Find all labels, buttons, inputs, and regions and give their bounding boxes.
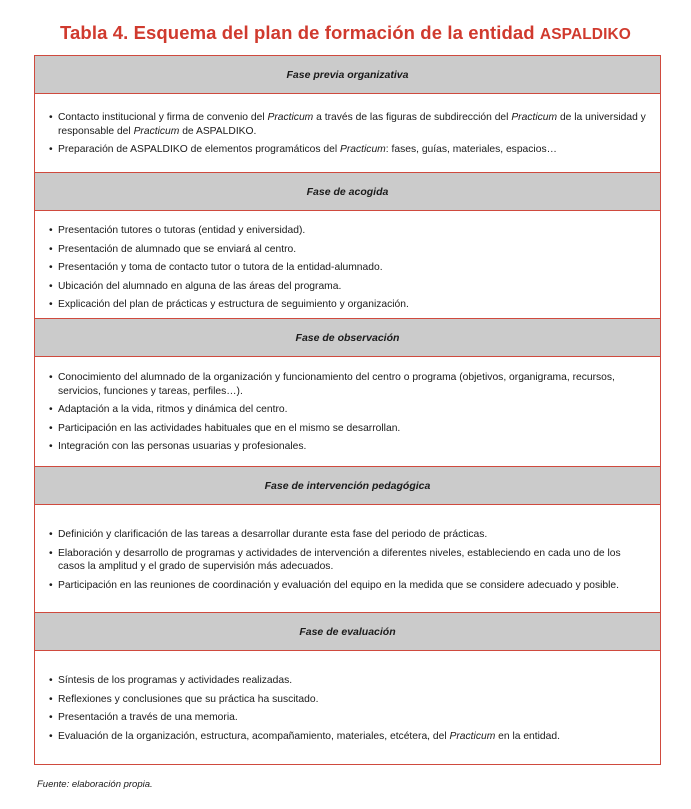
phase-section xyxy=(35,56,660,173)
table-title-prefix: Tabla 4. Esquema del plan de formación de la entidad xyxy=(60,22,540,43)
list-item: • Conocimiento del alumnado de la organización y funcionamiento del centro o programa (objetivos, organigrama, recursos, servicios, funciones y tareas, perfiles…). xyxy=(49,371,646,398)
phase-section xyxy=(35,173,660,319)
list-item: • Presentación de alumnado que se enviará al centro. xyxy=(49,243,646,257)
table-title-entity: ASPALDIKO xyxy=(539,26,631,43)
list-item: • Explicación del plan de prácticas y estructura de seguimiento y organización. xyxy=(49,298,646,312)
phase-body xyxy=(35,505,660,613)
list-item: • Integración con las personas usuarias y profesionales. xyxy=(49,440,646,454)
list-item: • Participación en las reuniones de coordinación y evaluación del equipo en la medida que se considere adecuado y posible. xyxy=(49,579,646,593)
list-item: • Evaluación de la organización, estructura, acompañamiento, materiales, etcétera, del Practicum en la entidad. xyxy=(49,730,646,744)
phase-header: Fase de acogida xyxy=(35,173,660,211)
table-title xyxy=(0,22,691,44)
source-note: Fuente: elaboración propia. xyxy=(37,779,153,790)
phase-body xyxy=(35,94,660,173)
italic-term: Practicum xyxy=(339,144,386,155)
phase-items xyxy=(49,371,646,454)
phase-body xyxy=(35,211,660,319)
phase-section xyxy=(35,467,660,613)
list-item: • Preparación de ASPALDIKO de elementos programáticos del Practicum: fases, guías, materiales, espacios… xyxy=(49,143,646,157)
list-item: • Adaptación a la vida, ritmos y dinámica del centro. xyxy=(49,403,646,417)
phase-header: Fase de observación xyxy=(35,319,660,357)
list-item: • Contacto institucional y firma de convenio del Practicum a través de las figuras de subdirección del Practicum de la universidad y responsable del Practicum de ASPALDIKO. xyxy=(49,111,646,138)
phase-header: Fase previa organizativa xyxy=(35,56,660,94)
italic-term: Practicum xyxy=(267,112,314,123)
list-item: • Participación en las actividades habituales que en el mismo se desarrollan. xyxy=(49,422,646,436)
italic-term: Practicum xyxy=(449,730,496,742)
list-item: • Elaboración y desarrollo de programas y actividades de intervención a diferentes niveles, estableciendo en cada uno de los casos la amplitud y el grado de supervisión más adecuados. xyxy=(49,547,646,574)
phase-items xyxy=(49,528,646,592)
training-plan-table xyxy=(34,55,661,765)
list-item: • Presentación a través de una memoria. xyxy=(49,711,646,725)
list-item: • Ubicación del alumnado en alguna de las áreas del programa. xyxy=(49,280,646,294)
list-item: • Reflexiones y conclusiones que su práctica ha suscitado. xyxy=(49,693,646,707)
phase-section xyxy=(35,319,660,467)
phase-section xyxy=(35,613,660,764)
phase-body xyxy=(35,357,660,467)
phase-items xyxy=(49,111,646,157)
phase-header: Fase de evaluación xyxy=(35,613,660,651)
phase-header: Fase de intervención pedagógica xyxy=(35,467,660,505)
phase-body xyxy=(35,651,660,764)
italic-term: Practicum xyxy=(133,125,180,137)
list-item: • Definición y clarificación de las tareas a desarrollar durante esta fase del periodo de prácticas. xyxy=(49,528,646,542)
phase-items xyxy=(49,224,646,312)
list-item: • Presentación y toma de contacto tutor o tutora de la entidad-alumnado. xyxy=(49,261,646,275)
phase-items xyxy=(49,674,646,743)
italic-term: Practicum xyxy=(511,112,558,123)
list-item: • Síntesis de los programas y actividades realizadas. xyxy=(49,674,646,688)
list-item: • Presentación tutores o tutoras (entidad y eniversidad). xyxy=(49,224,646,238)
